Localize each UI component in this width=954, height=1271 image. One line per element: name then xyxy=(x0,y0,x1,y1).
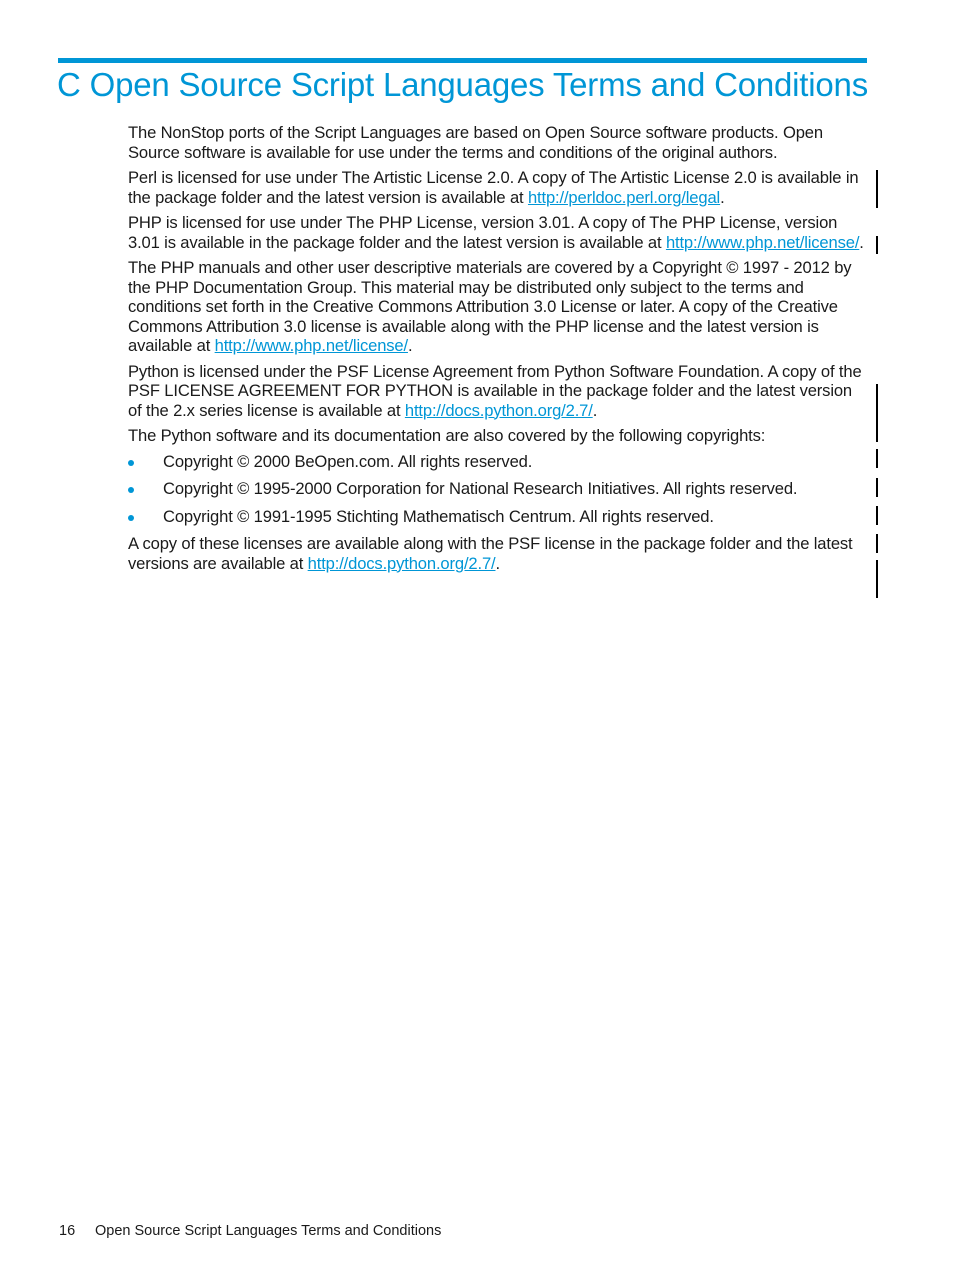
php-manuals-paragraph xyxy=(128,258,868,356)
php-manuals-text: The PHP manuals and other user descriptive materials are covered by a Copyright © 1997 - 2012 by the PHP Documentation Group. This material may be distributed only subject to the terms and conditions set forth in the Creative Commons Attribution 3.0 License or later. A copy of the Creative Commons Attribution 3.0 license is available along with the PHP license and the latest version is available at xyxy=(128,258,852,355)
php-manuals-license-link[interactable]: http://www.php.net/license/ xyxy=(214,336,408,355)
copyright-text: Copyright © 1995-2000 Corporation for National Research Initiatives. All rights reserved. xyxy=(163,479,798,498)
copyright-text: Copyright © 2000 BeOpen.com. All rights reserved. xyxy=(163,451,533,471)
php-paragraph xyxy=(128,213,868,252)
running-title: Open Source Script Languages Terms and Conditions xyxy=(95,1223,442,1239)
php-text: PHP is licensed for use under The PHP License, version 3.01. A copy of The PHP License, version 3.01 is available in the package folder and the latest version is available at xyxy=(128,213,838,252)
copyright-text: Copyright © 1991-1995 Stichting Mathematisch Centrum. All rights reserved. xyxy=(163,506,714,526)
python-copyrights-intro: The Python software and its documentation are also covered by the following copyrights: xyxy=(128,426,766,445)
python-docs-link[interactable]: http://docs.python.org/2.7/ xyxy=(307,553,496,573)
change-bar xyxy=(876,449,878,468)
period: . xyxy=(495,553,500,573)
copies-paragraph xyxy=(128,534,868,573)
bullet-icon xyxy=(128,460,134,466)
python-license-link[interactable]: http://docs.python.org/2.7/ xyxy=(404,400,593,420)
period: . xyxy=(859,232,864,252)
period: . xyxy=(592,400,598,420)
copyright-list xyxy=(128,452,868,527)
period: . xyxy=(407,336,413,355)
document-body xyxy=(128,123,868,579)
change-bar xyxy=(876,506,878,525)
change-bar xyxy=(876,560,878,598)
change-bar xyxy=(876,534,878,553)
bullet-icon xyxy=(128,515,134,521)
chapter-top-rule xyxy=(58,58,867,63)
perl-license-link[interactable]: http://perldoc.perl.org/legal xyxy=(527,187,721,207)
php-license-link[interactable]: http://www.php.net/license/ xyxy=(665,232,860,252)
python-text: Python is licensed under the PSF License Agreement from Python Software Foundation. A copy of the PSF LICENSE AGREEMENT FOR PYTHON is available in the package folder and the latest version of the 2.x series license is available at xyxy=(128,361,862,420)
list-item xyxy=(128,507,868,527)
list-item xyxy=(128,452,868,472)
python-paragraph xyxy=(128,362,868,421)
period: . xyxy=(720,187,725,207)
change-bar xyxy=(876,384,878,442)
change-bar xyxy=(876,236,878,254)
page-footer xyxy=(59,1223,441,1239)
intro-paragraph: The NonStop ports of the Script Languages are based on Open Source software products. Open Source software is available for use under the terms and conditions of the original authors. xyxy=(128,123,823,162)
change-bar xyxy=(876,478,878,497)
chapter-title: C Open Source Script Languages Terms and Conditions xyxy=(57,66,868,103)
change-bar xyxy=(876,170,878,208)
page-number: 16 xyxy=(59,1223,76,1239)
perl-text: Perl is licensed for use under The Artistic License 2.0. A copy of The Artistic License 2.0 is available in the package folder and the latest version is available at xyxy=(128,168,859,207)
copies-text: A copy of these licenses are available along with the PSF license in the package folder and the latest versions are available at xyxy=(128,534,853,573)
list-item xyxy=(128,479,868,499)
perl-paragraph xyxy=(128,168,868,207)
bullet-icon xyxy=(128,487,134,493)
